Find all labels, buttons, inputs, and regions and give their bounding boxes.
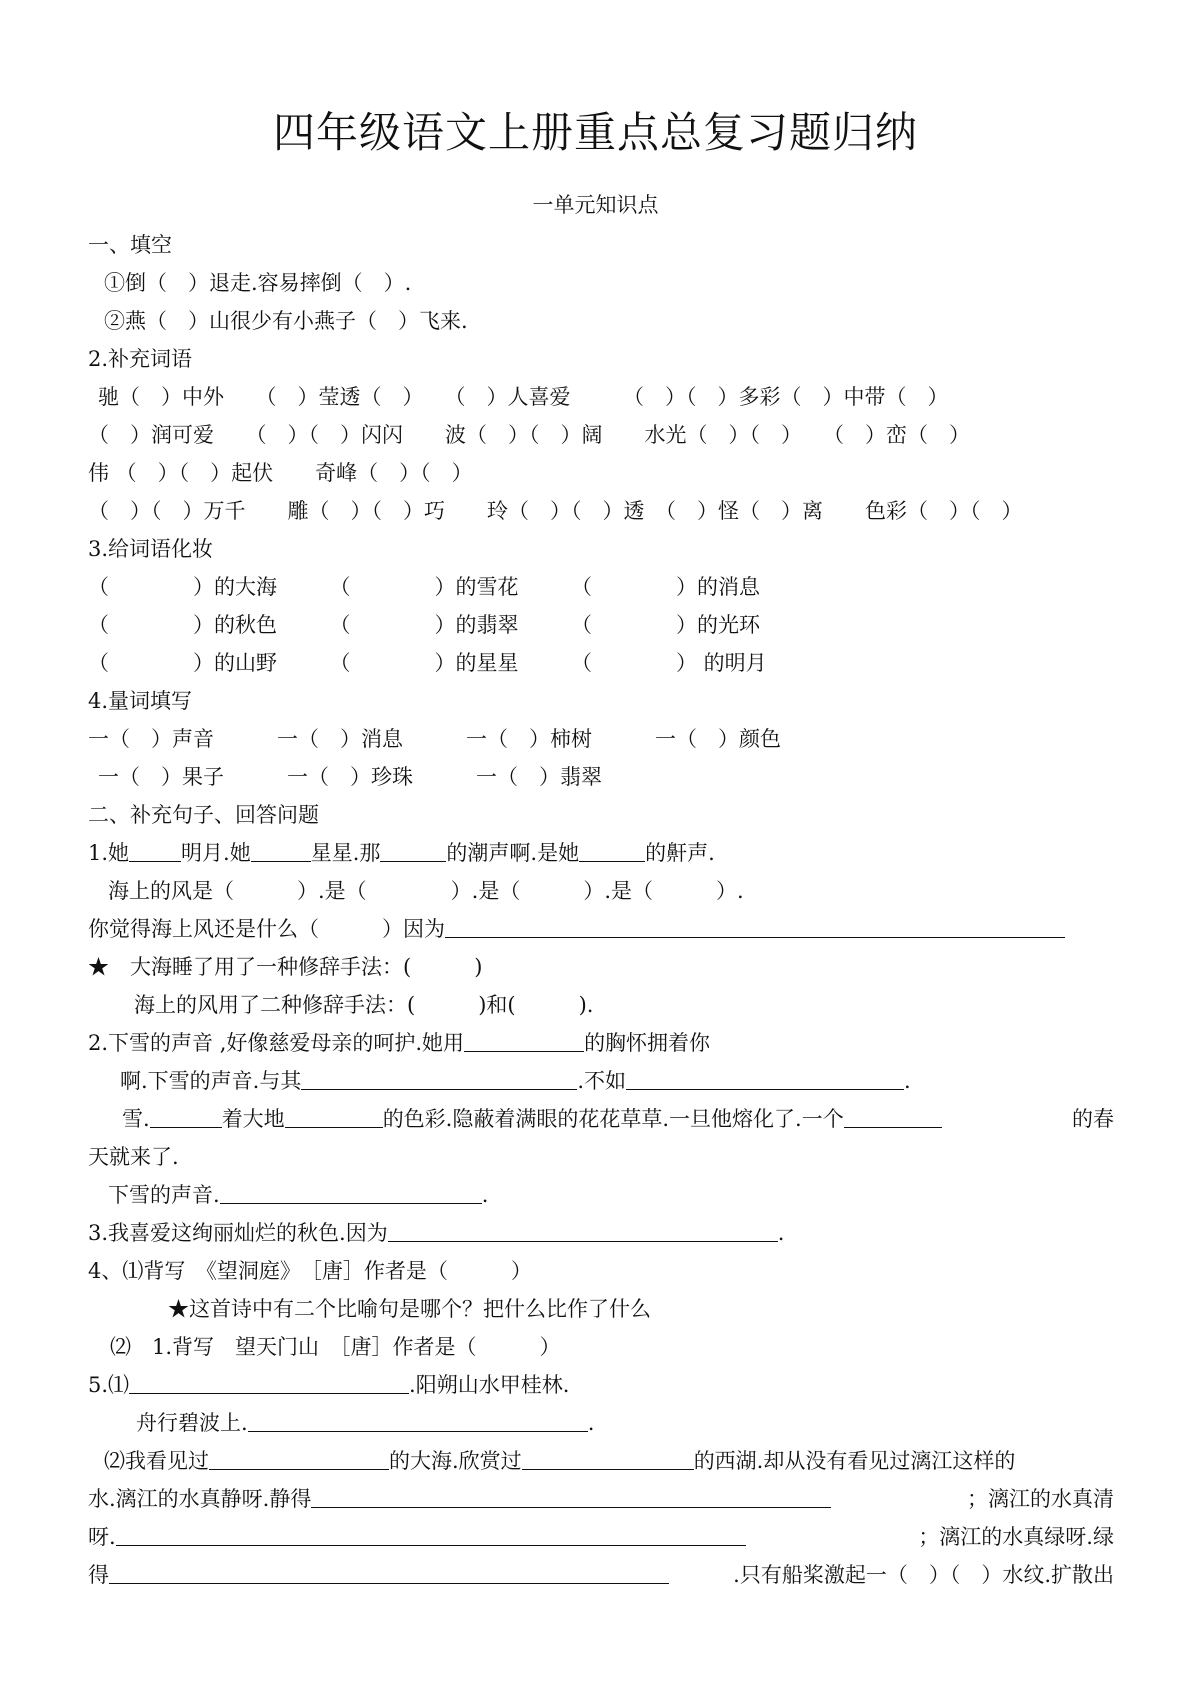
answer-blank[interactable]	[388, 1219, 778, 1242]
heading-fill-blank: 一、填空	[88, 233, 172, 257]
answer-blank[interactable]	[301, 1067, 577, 1090]
answer-blank[interactable]	[129, 839, 181, 862]
question-line: ⑵我看见过 的大海.欣赏过 的西湖.却从没有看见过漓江这样的	[104, 1449, 1016, 1473]
question-line: 呀. ；漓江的水真绿呀.绿	[88, 1525, 1114, 1549]
question-line: 一（ ）声音 一（ ）消息 一（ ）柿树 一（ ）颜色	[88, 727, 781, 751]
answer-blank[interactable]	[251, 839, 311, 862]
question-line: （ ）（ ）万千 雕（ ）（ ）巧 玲（ ）（ ）透 （ ）怪（ ）离 色彩（ ）（ ）	[88, 499, 1023, 523]
answer-blank[interactable]	[220, 1181, 482, 1204]
answer-blank[interactable]	[626, 1067, 904, 1090]
heading-measure-words: 4.量词填写	[88, 689, 193, 713]
answer-blank[interactable]	[464, 1029, 584, 1052]
question-line: 2.下雪的声音 ,好像慈爱母亲的呵护.她用 的胸怀拥着你	[88, 1031, 711, 1055]
question-line: （ ）的大海 （ ）的雪花 （ ）的消息	[88, 575, 760, 599]
question-line: 海上的风是（ ）.是（ ）.是（ ）.是（ ）.	[108, 879, 744, 903]
heading-sentences: 二、补充句子、回答问题	[88, 803, 319, 827]
question-line: 一（ ）果子 一（ ）珍珠 一（ ）翡翠	[98, 765, 602, 789]
answer-blank[interactable]	[311, 1485, 831, 1508]
answer-blank[interactable]	[380, 839, 446, 862]
answer-blank[interactable]	[116, 1523, 746, 1546]
question-line: 得 .只有船桨激起一（ ）（ ）水纹.扩散出	[88, 1563, 1114, 1587]
heading-supplement-words: 2.补充词语	[88, 347, 193, 371]
question-line: ★这首诗中有二个比喻句是哪个？把什么比作了什么	[168, 1297, 651, 1321]
question-line: ⑵ 1.背写 望天门山 ［唐］作者是（ ）	[110, 1335, 561, 1359]
answer-blank[interactable]	[445, 915, 1065, 938]
question-line: 雪. 着大地 的色彩.隐蔽着满眼的花花草草.一旦他熔化了.一个 的春	[122, 1107, 1114, 1131]
answer-blank[interactable]	[248, 1409, 588, 1432]
answer-blank[interactable]	[285, 1105, 383, 1128]
question-line: ①倒（ ）退走.容易摔倒（ ）.	[104, 271, 412, 295]
answer-blank[interactable]	[844, 1105, 942, 1128]
answer-blank[interactable]	[109, 1561, 669, 1584]
question-line: 伟 （ ）（ ）起伏 奇峰（ ）（ ）	[88, 461, 473, 485]
question-line: 天就来了.	[88, 1145, 179, 1169]
question-line: 水.漓江的水真静呀.静得 ；漓江的水真清	[88, 1487, 1114, 1511]
section-subtitle: 一单元知识点	[532, 193, 659, 217]
answer-blank[interactable]	[150, 1105, 222, 1128]
question-line: 啊.下雪的声音.与其 .不如 .	[120, 1069, 911, 1093]
question-line: 下雪的声音. .	[108, 1183, 489, 1207]
heading-word-decoration: 3.给词语化妆	[88, 537, 214, 561]
question-line: （ ）的秋色 （ ）的翡翠 （ ）的光环	[88, 613, 760, 637]
answer-blank[interactable]	[522, 1447, 694, 1470]
question-line: 1.她 明月.她 星星.那 的潮声啊.是她 的鼾声.	[88, 841, 715, 865]
question-line: 舟行碧波上. .	[136, 1411, 595, 1435]
answer-blank[interactable]	[129, 1371, 409, 1394]
question-line: ★ 大海睡了用了一种修辞手法：( )	[88, 955, 483, 979]
question-line: 4、⑴背写 《望洞庭》 ［唐］作者是（ ）	[88, 1259, 532, 1283]
question-line: 5.⑴ .阳朔山水甲桂林.	[88, 1373, 570, 1397]
page-title: 四年级语文上册重点总复习题归纳	[272, 108, 918, 157]
question-line: （ ）的山野 （ ）的星星 （ ） 的明月	[88, 651, 767, 675]
answer-blank[interactable]	[579, 839, 645, 862]
question-line: ②燕（ ）山很少有小燕子（ ）飞来.	[104, 309, 468, 333]
question-line: 你觉得海上风还是什么（ ）因为	[88, 912, 1065, 946]
answer-blank[interactable]	[209, 1447, 389, 1470]
question-line: 3.我喜爱这绚丽灿烂的秋色.因为 .	[88, 1221, 785, 1245]
question-line: 驰（ ）中外 （ ）莹透（ ） （ ）人喜爱 （ ）（ ）多彩（ ）中带（ ）	[98, 385, 949, 409]
question-line: 海上的风用了二种修辞手法：( )和( ).	[134, 993, 594, 1017]
question-line: （ ）润可爱 （ ）（ ）闪闪 波（ ）（ ）阔 水光（ ）（ ） （ ）峦（ ）	[88, 423, 970, 447]
